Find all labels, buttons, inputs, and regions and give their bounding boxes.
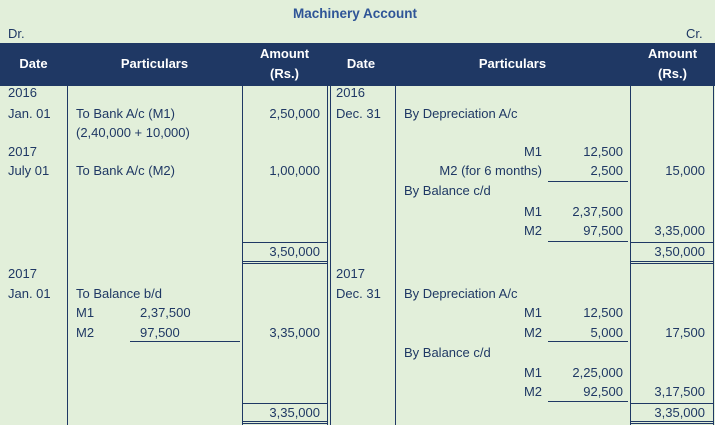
debit-machine-label: M2 xyxy=(76,325,95,340)
header-date-debit: Date xyxy=(19,56,48,71)
credit-machine-label: M1 xyxy=(523,305,542,320)
header-particulars-debit: Particulars xyxy=(120,56,189,71)
total-line xyxy=(630,421,714,422)
col-line xyxy=(327,86,328,425)
total-line xyxy=(242,263,328,264)
page-title: Machinery Account xyxy=(293,6,418,21)
credit-machine-value: 97,500 xyxy=(583,223,623,238)
debit-particular: To Bank A/c (M2) xyxy=(76,163,175,178)
debit-calc: (2,40,000 + 10,000) xyxy=(76,125,190,140)
debit-year: 2016 xyxy=(8,85,37,100)
credit-machine-value: 12,500 xyxy=(583,305,623,320)
credit-machine-value: 2,37,500 xyxy=(572,204,623,219)
subtotal-line xyxy=(130,341,240,342)
total-line xyxy=(630,423,714,424)
table-header xyxy=(0,43,715,86)
credit-machine-label: M2 xyxy=(523,384,542,399)
debit-date: July 01 xyxy=(8,163,50,178)
debit-machine-value: 97,500 xyxy=(140,325,180,340)
credit-machine-label: M2 xyxy=(523,325,542,340)
header-date-credit: Date xyxy=(346,56,376,71)
credit-machine-value: 5,000 xyxy=(590,325,623,340)
credit-amount: 3,17,500 xyxy=(654,384,705,399)
debit-machine-value: 2,37,500 xyxy=(140,305,191,320)
header-rs-credit: (Rs.) xyxy=(658,66,687,81)
debit-machine-label: M1 xyxy=(76,305,95,320)
col-line xyxy=(630,86,631,425)
debit-amount: 2,50,000 xyxy=(269,106,320,121)
credit-year: 2016 xyxy=(336,85,365,100)
debit-total: 3,50,000 xyxy=(269,244,320,259)
header-amount-debit: Amount xyxy=(259,46,310,61)
header-rs-debit: (Rs.) xyxy=(270,66,299,81)
credit-machine-label: M2 xyxy=(523,223,542,238)
total-line xyxy=(242,421,328,422)
header-particulars-credit: Particulars xyxy=(478,56,547,71)
cr-label: Cr. xyxy=(686,26,703,41)
credit-amount: 17,500 xyxy=(665,325,705,340)
credit-machine-label: M1 xyxy=(523,144,542,159)
credit-machine-value: 12,500 xyxy=(583,144,623,159)
credit-date: Dec. 31 xyxy=(336,106,381,121)
col-line xyxy=(713,86,714,425)
credit-particular: By Depreciation A/c xyxy=(404,286,518,301)
debit-amount: 3,35,000 xyxy=(269,325,320,340)
credit-particular: By Balance c/d xyxy=(404,345,491,360)
debit-date: Jan. 01 xyxy=(8,286,51,301)
total-line xyxy=(630,261,714,262)
debit-total: 3,35,000 xyxy=(269,405,320,420)
total-line xyxy=(242,261,328,262)
credit-machine-label: M1 xyxy=(523,365,542,380)
credit-machine-value: 92,500 xyxy=(583,384,623,399)
col-line xyxy=(330,86,331,425)
credit-machine-label: M2 (for 6 months) xyxy=(439,163,542,178)
debit-year: 2017 xyxy=(8,144,37,159)
col-line xyxy=(395,86,396,425)
debit-particular: To Balance b/d xyxy=(76,286,163,301)
credit-date: Dec. 31 xyxy=(336,286,381,301)
subtotal-line xyxy=(548,241,628,242)
credit-machine-value: 2,500 xyxy=(590,163,623,178)
debit-year: 2017 xyxy=(8,266,37,281)
credit-particular: By Balance c/d xyxy=(404,183,491,198)
credit-amount: 3,35,000 xyxy=(654,223,705,238)
credit-amount: 15,000 xyxy=(665,163,705,178)
debit-amount: 1,00,000 xyxy=(269,163,320,178)
credit-particular: By Depreciation A/c xyxy=(404,106,518,121)
header-amount-credit: Amount xyxy=(647,46,698,61)
dr-label: Dr. xyxy=(8,26,25,41)
total-line xyxy=(242,423,328,424)
subtotal-line xyxy=(548,401,628,402)
col-line xyxy=(242,86,243,425)
total-line xyxy=(630,263,714,264)
credit-machine-label: M1 xyxy=(523,204,542,219)
credit-total: 3,50,000 xyxy=(654,244,705,259)
credit-year: 2017 xyxy=(336,266,365,281)
subtotal-line xyxy=(548,341,628,342)
col-line xyxy=(67,86,68,425)
debit-date: Jan. 01 xyxy=(8,106,51,121)
credit-machine-value: 2,25,000 xyxy=(572,365,623,380)
credit-total: 3,35,000 xyxy=(654,405,705,420)
subtotal-line xyxy=(548,181,628,182)
debit-particular: To Bank A/c (M1) xyxy=(76,106,175,121)
